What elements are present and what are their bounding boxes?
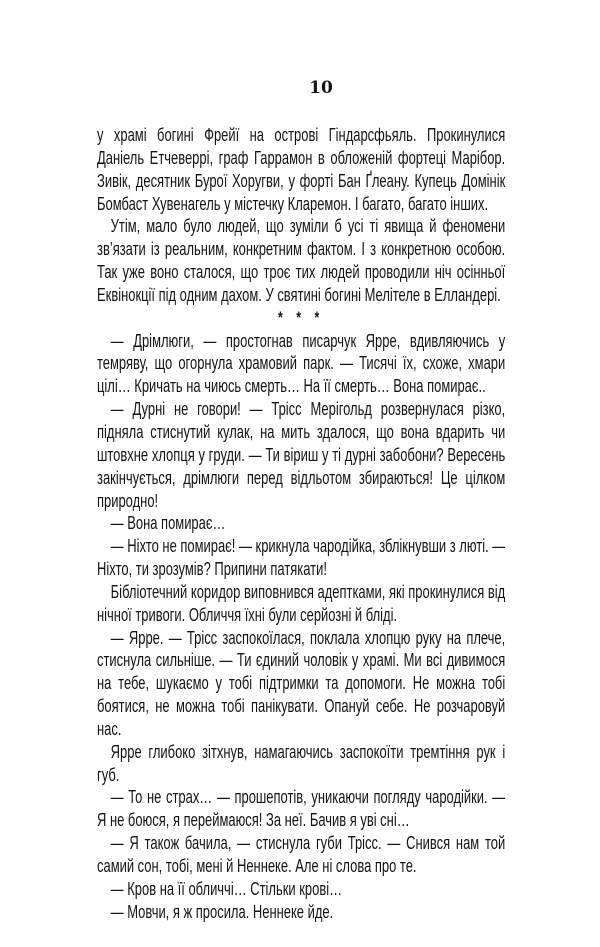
paragraph: — Дрімлюги, — простогнав писарчук Ярре, вдивляючись у темряву, що огорнула храмовий парк. — Тисячі їх, схоже, хмари цілі… Кричать на чиюсь смерть… На її смерть… Вона помирає.. — [97, 330, 506, 397]
paragraph: — Дурні не говори! — Трісс Мерігольд розвернулася різко, підняла стиснутий кулак, на мить здалося, що вона вдарить чи штовхне хлопця у груди. — Ти віриш у ті дурні забобони? Вересень закінчується, дрімлюги перед відльотом збираються! Це цілком природно! — [97, 399, 506, 511]
paragraph: Бібліотечний коридор виповнився адептками, які прокинулися від нічної тривоги. Обличчя їхні були серйозні й бліді. — [97, 581, 506, 625]
paragraph: Утім, мало було людей, що зуміли б усі ті явища й феномени зв’язати із реальним, конкретним фактом. І з конкретною особою. Так уже воно сталося, що троє тих людей проводили ніч осінньої Еквінокції під одним дахом. У святині богині Мелітеле в Елландері. — [97, 216, 506, 305]
scene-separator: * * * — [277, 307, 325, 327]
paragraph: у храмі богині Фрейї на острові Гіндарсфьяль. Прокинулися Даніель Етчеверрі, граф Гаррамон в обложеній фортеці Марібор. Зивік, десятник Бурої Хоругви, у форті Бан Ґлеану. Купець Домінік Бомбаст Хувенагель у містечку Кларемон. І багато, багато інших. — [97, 125, 506, 214]
paragraph: — Ніхто не помирає! — крикнула чародійка, зблікнувши з люті. — Ніхто, ти зрозумів? Припини патякати! — [97, 536, 506, 580]
page-number: 10 — [309, 78, 333, 98]
paragraph: — Мовчи, я ж просила. Неннеке йде. — [110, 901, 334, 922]
body-text — [97, 124, 505, 924]
paragraph: — То не страх… — прошепотів, уникаючи погляду чародійки. — Я не боюся, я переймаюся! За неї. Бачив я уві сні… — [97, 787, 506, 831]
paragraph: — Вона помирає… — [110, 513, 226, 534]
paragraph: — Кров на її обличчі… Стільки крові… — [110, 878, 343, 899]
paragraph: Ярре глибоко зітхнув, намагаючись заспокоїти тремтіння рук і губ. — [97, 741, 506, 785]
paragraph: — Ярре. — Трісс заспокоїлася, поклала хлопцю руку на плече, стиснула сильніше. — Ти єдиний чоловік у храмі. Ми всі дивимося на тебе, шукаємо у тобі підтримки та допомоги. Не можна тобі боятися, не можна тобі панікувати. Опануй себе. Не розчаровуй нас. — [97, 627, 506, 739]
paragraph: — Я також бачила, — стиснула губи Трісс. — Снився нам той самий сон, тобі, мені й Неннеке. Але ні слова про те. — [97, 833, 506, 876]
